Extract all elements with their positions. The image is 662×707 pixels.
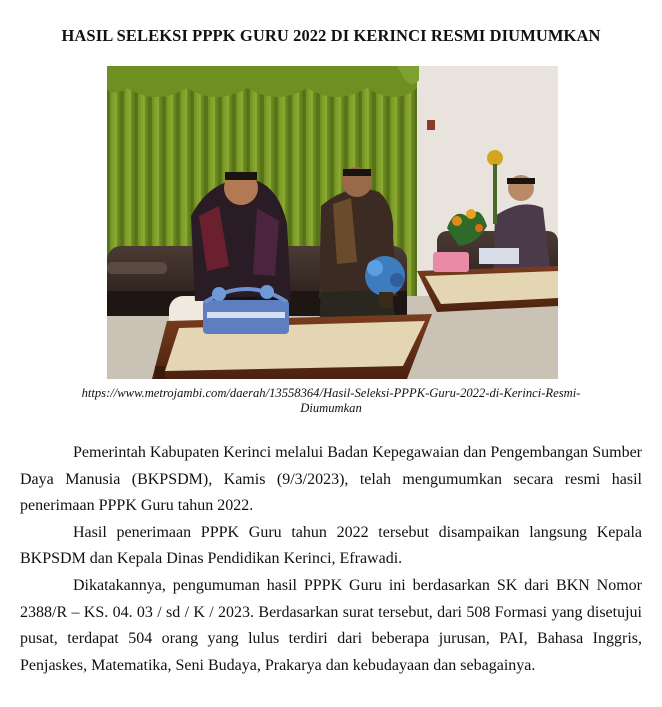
article-photo xyxy=(107,66,558,379)
article-paragraph: Hasil penerimaan PPPK Guru tahun 2022 tersebut disampaikan langsung Kepala BKPSDM dan Kepala Dinas Pendidikan Kerinci, Efrawadi. xyxy=(20,523,642,568)
article-paragraph: Dikatakannya, pengumuman hasil PPPK Guru ini berdasarkan SK dari BKN Nomor 2388/R – KS. 04. 03 / sd / K / 2023. Berdasarkan surat tersebut, dari 508 Formasi yang disetujui pusat, terdapat 504 orang yang lulus terdiri dari beberapa jurusan, PAI, Bahasa Inggris, Penjaskes, Matematika, Seni Budaya, Prakarya dan kebudayaan dan sebagainya. xyxy=(20,576,642,674)
article-paragraph: Pemerintah Kabupaten Kerinci melalui Badan Kepegawaian dan Pengembangan Sumber Daya Manusia (BKPSDM), Kamis (9/3/2023), telah mengumumkan secara resmi hasil penerimaan PPPK Guru tahun 2022. xyxy=(20,444,642,515)
caption-source-url: https://www.metrojambi.com/daerah/13558364/Hasil-Seleksi-PPPK-Guru-2022-di-Kerinci-Resmi- xyxy=(81,386,581,400)
photo-caption xyxy=(30,386,632,416)
article-title: HASIL SELEKSI PPPK GURU 2022 DI KERINCI RESMI DIUMUMKAN xyxy=(61,26,601,45)
caption-source-url-continued: Diumumkan xyxy=(300,401,362,415)
article-body xyxy=(20,440,642,679)
